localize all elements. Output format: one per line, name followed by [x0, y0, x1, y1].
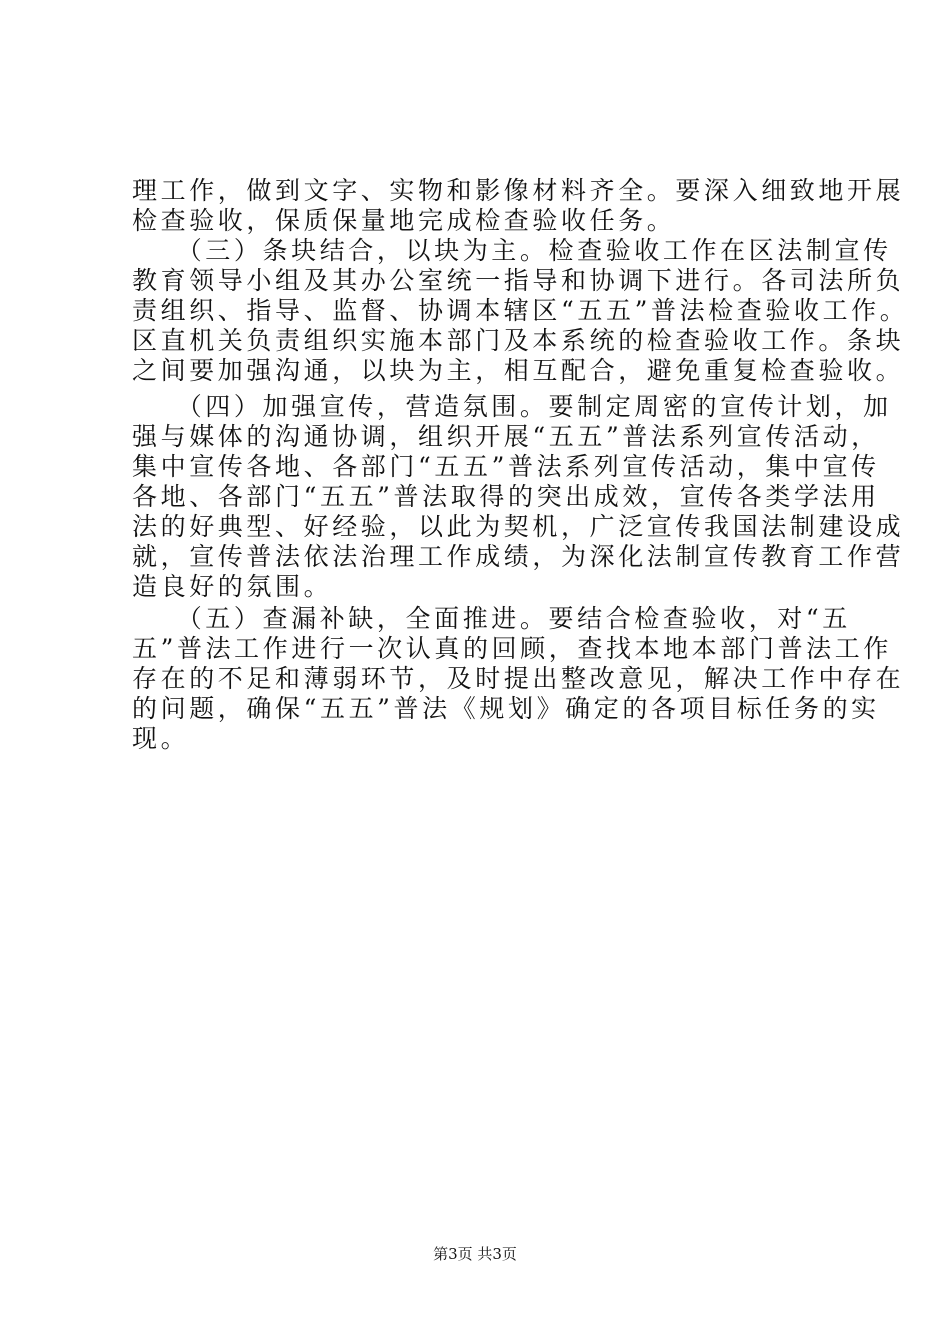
- page-footer: 第3页 共3页: [433, 1245, 517, 1263]
- body-text-line: 教育领导小组及其办公室统一指导和协调下进行。各司法所负: [132, 266, 905, 295]
- body-text-line: 理工作，做到文字、实物和影像材料齐全。要深入细致地开展: [132, 176, 905, 205]
- body-text-line: 现。: [132, 724, 190, 753]
- body-text-line: 检查验收，保质保量地完成检查验收任务。: [132, 206, 676, 235]
- body-text-line: （五）查漏补缺，全面推进。要结合检查验收，对“五: [132, 604, 851, 633]
- body-text-line: （三）条块结合，以块为主。检查验收工作在区法制宣传: [132, 236, 892, 265]
- body-text-line: （四）加强宣传，营造氛围。要制定周密的宣传计划，加: [132, 392, 892, 421]
- body-text-line: 的问题，确保“五五”普法《规划》确定的各项目标任务的实: [132, 694, 880, 723]
- body-text-line: 强与媒体的沟通协调，组织开展“五五”普法系列宣传活动，: [132, 422, 880, 451]
- body-text-line: 责组织、指导、监督、协调本辖区“五五”普法检查验收工作。: [132, 296, 909, 325]
- body-text-line: 各地、各部门“五五”普法取得的突出成效，宣传各类学法用: [132, 482, 880, 511]
- body-text-line: 区直机关负责组织实施本部门及本系统的检查验收工作。条块: [132, 326, 905, 355]
- body-text-line: 五”普法工作进行一次认真的回顾，查找本地本部门普法工作: [132, 634, 892, 663]
- body-text-line: 存在的不足和薄弱环节，及时提出整改意见，解决工作中存在: [132, 664, 905, 693]
- body-text-line: 之间要加强沟通，以块为主，相互配合，避免重复检查验收。: [132, 356, 905, 385]
- body-text-line: 就，宣传普法依法治理工作成绩，为深化法制宣传教育工作营: [132, 542, 905, 571]
- body-text-line: 法的好典型、好经验，以此为契机，广泛宣传我国法制建设成: [132, 512, 905, 541]
- body-text-line: 造良好的氛围。: [132, 572, 333, 601]
- body-text-line: 集中宣传各地、各部门“五五”普法系列宣传活动，集中宣传: [132, 452, 880, 481]
